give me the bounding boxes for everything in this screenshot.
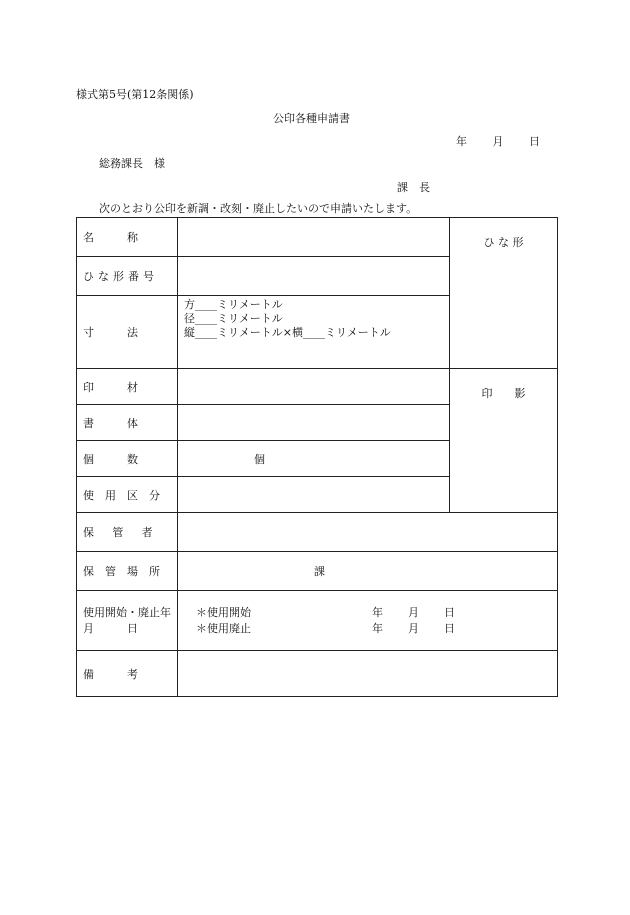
period-end-row	[196, 621, 551, 637]
field-font[interactable]	[178, 405, 450, 441]
label-font-text	[83, 415, 171, 431]
label-keeper	[77, 513, 178, 552]
size-line-1: 方____ミリメートル	[184, 298, 283, 311]
label-keeper-text	[83, 524, 171, 540]
period-end-m: 月	[408, 621, 419, 635]
label-name-text	[83, 229, 171, 245]
label-char: 名	[83, 231, 94, 244]
label-remarks-text	[83, 666, 171, 682]
label-remarks	[77, 651, 178, 697]
date-day: 日	[529, 135, 540, 148]
count-unit: 個	[254, 452, 265, 466]
label-period-month: 月	[83, 621, 94, 635]
label-sample-no	[77, 257, 178, 296]
label-count-text	[83, 451, 171, 467]
field-sample-no[interactable]	[178, 257, 450, 296]
period-start-d: 日	[444, 605, 455, 619]
label-usage-text	[83, 487, 171, 503]
label-period-day: 日	[127, 621, 138, 635]
period-start-row	[196, 605, 551, 621]
period-start-label: ＊使用開始	[196, 605, 251, 619]
label-count	[77, 441, 178, 477]
place-unit: 課	[314, 565, 325, 578]
label-char: 数	[127, 452, 138, 466]
stamp-box	[450, 369, 558, 513]
label-char: 書	[83, 416, 94, 430]
label-size	[77, 296, 178, 369]
period-end-y: 年	[372, 621, 383, 635]
label-place	[77, 552, 178, 591]
sample-box	[450, 218, 558, 369]
page-title: 公印各種申請書	[273, 112, 350, 125]
label-char: 考	[127, 667, 138, 681]
label-char: 称	[127, 231, 138, 244]
size-line-2: 径____ミリメートル	[184, 312, 283, 325]
label-usage	[77, 477, 178, 513]
label-char: 寸	[83, 326, 94, 339]
label-char: 使	[83, 488, 94, 502]
field-size[interactable]	[178, 296, 450, 369]
field-name[interactable]	[178, 218, 450, 257]
period-end-label: ＊使用廃止	[196, 621, 251, 635]
label-period-line2	[83, 621, 171, 637]
addressee: 総務課長 様	[99, 157, 165, 170]
field-count[interactable]	[178, 441, 450, 477]
period-start-y: 年	[372, 605, 383, 619]
applicant: 課 長	[397, 181, 430, 194]
label-char: 者	[141, 526, 153, 539]
label-period-line1: 使用開始・廃止年	[83, 605, 171, 619]
intro-text: 次のとおり公印を新調・改刻・廃止したいので申請いたします。	[99, 202, 418, 215]
label-char: 体	[127, 416, 138, 430]
form-number: 様式第5号(第12条関係)	[76, 88, 194, 101]
size-line-3: 縦____ミリメートル×横____ミリメートル	[184, 326, 391, 339]
date-year: 年	[456, 135, 467, 148]
label-char: 場	[127, 565, 138, 578]
period-start-m: 月	[408, 605, 419, 619]
label-char: 材	[127, 380, 138, 394]
label-char: 所	[149, 565, 160, 578]
label-char: 個	[83, 452, 94, 466]
label-period	[77, 591, 178, 651]
field-material[interactable]	[178, 369, 450, 405]
label-size-text	[83, 324, 171, 340]
label-char: 分	[149, 488, 160, 502]
field-place[interactable]	[178, 552, 558, 591]
date-line	[456, 133, 540, 149]
label-char: 管	[105, 565, 116, 578]
period-end-d: 日	[444, 621, 455, 635]
label-char: 印	[83, 380, 94, 394]
field-remarks[interactable]	[178, 651, 558, 697]
label-char: 備	[83, 667, 94, 681]
field-period[interactable]	[178, 591, 558, 651]
label-char: 保	[83, 526, 94, 539]
label-material	[77, 369, 178, 405]
stamp-label: 印 影	[481, 387, 526, 400]
label-sample-no-text: ひな形番号	[83, 270, 158, 283]
label-place-text	[83, 563, 171, 579]
label-name	[77, 218, 178, 257]
label-char: 保	[83, 565, 94, 578]
field-keeper[interactable]	[178, 513, 558, 552]
label-char: 区	[127, 488, 138, 502]
label-font	[77, 405, 178, 441]
label-char: 用	[105, 488, 116, 502]
label-char: 管	[112, 526, 124, 539]
application-table	[76, 217, 558, 697]
label-material-text	[83, 379, 171, 395]
label-char: 法	[127, 326, 138, 339]
sample-label: ひ な 形	[483, 236, 524, 249]
field-usage[interactable]	[178, 477, 450, 513]
date-month: 月	[492, 135, 504, 148]
